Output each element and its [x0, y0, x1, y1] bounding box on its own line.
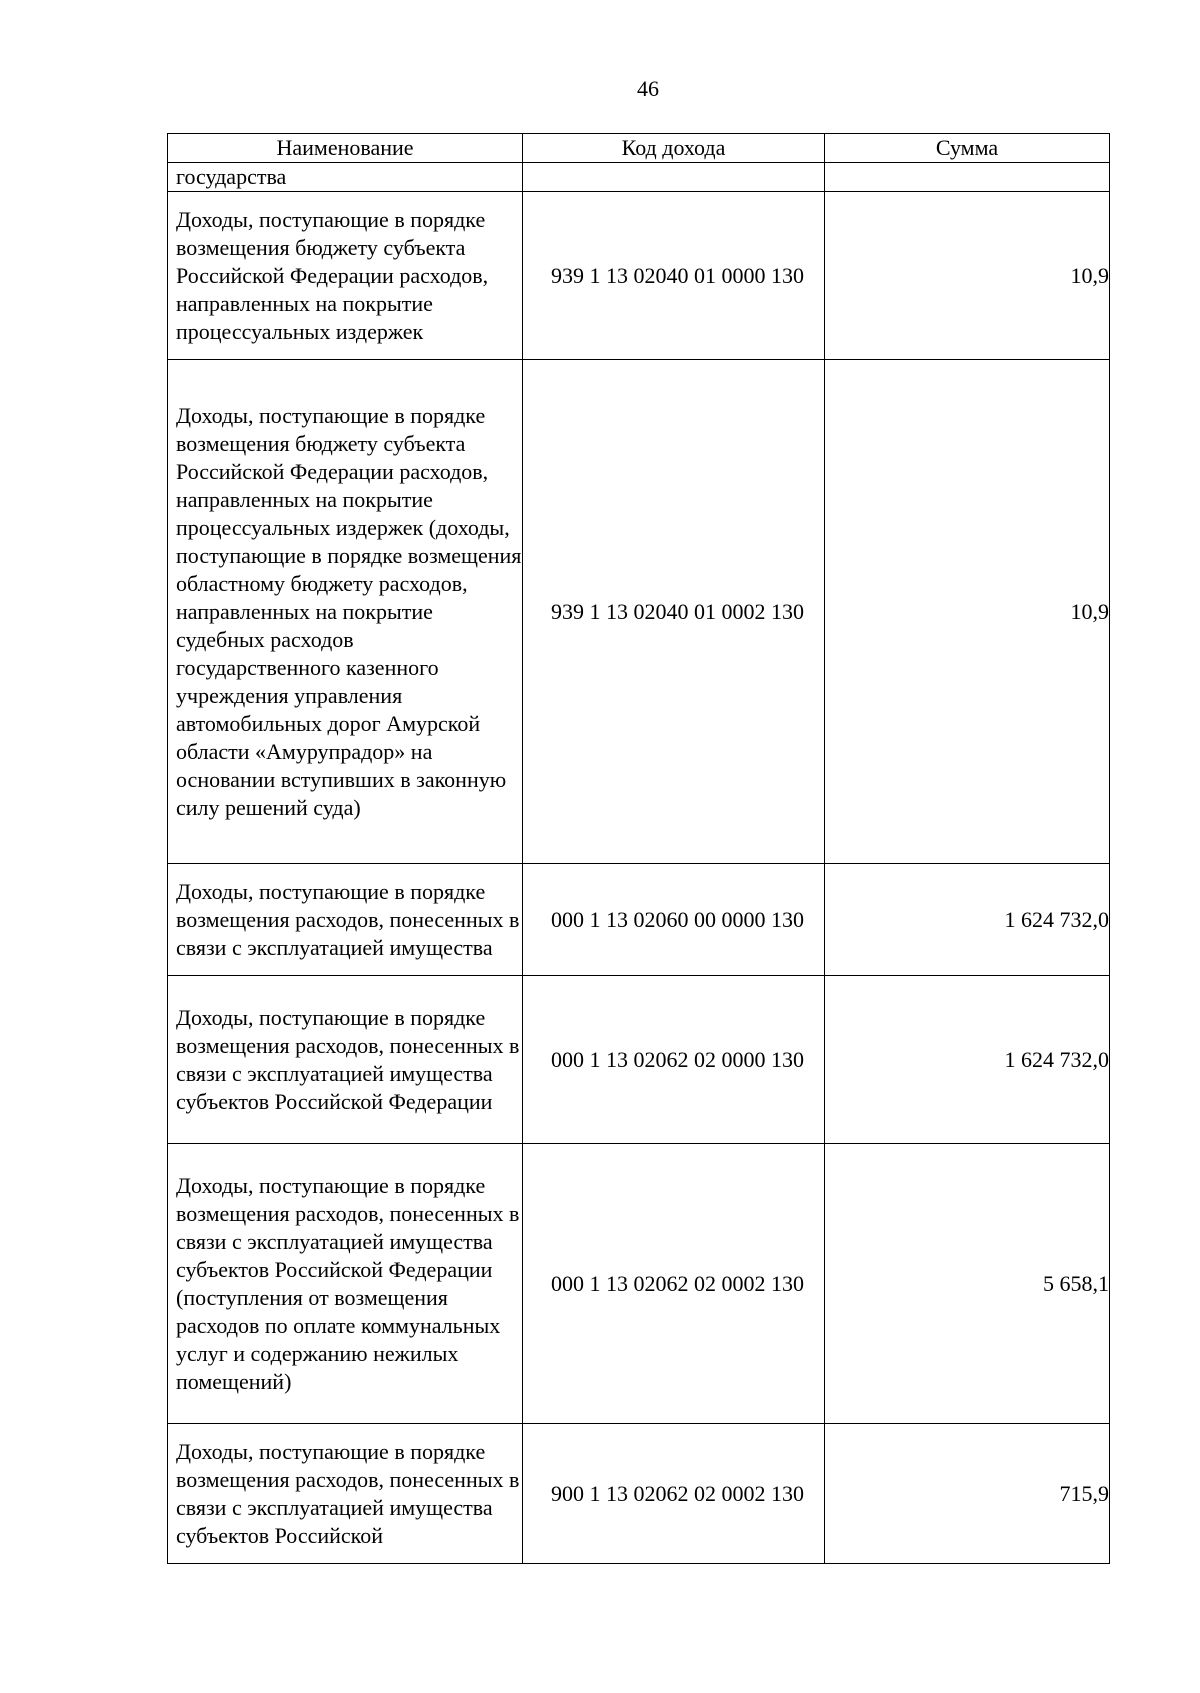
revenue-code-cell: 939 1 13 02040 01 0002 130 [523, 360, 825, 864]
column-header-code: Код дохода [523, 134, 825, 163]
revenue-name-cell: Доходы, поступающие в порядке возмещения расходов, понесенных в связи с эксплуатацией имущества субъектов Российской [168, 1424, 523, 1564]
revenue-code-cell: 000 1 13 02060 00 0000 130 [523, 864, 825, 976]
revenue-table [167, 133, 1110, 1564]
table-header-row [168, 134, 1110, 163]
table-row [168, 360, 1110, 864]
revenue-code-cell: 000 1 13 02062 02 0002 130 [523, 1144, 825, 1424]
revenue-sum-cell [825, 163, 1110, 192]
revenue-sum-cell: 1 624 732,0 [825, 976, 1110, 1144]
revenue-sum-cell: 10,9 [825, 360, 1110, 864]
table-row [168, 163, 1110, 192]
table-row [168, 976, 1110, 1144]
revenue-code-cell [523, 163, 825, 192]
table-row [168, 864, 1110, 976]
table-row [168, 1424, 1110, 1564]
revenue-sum-cell: 10,9 [825, 192, 1110, 360]
revenue-name-cell: Доходы, поступающие в порядке возмещения бюджету субъекта Российской Федерации расходов, направленных на покрытие процессуальных издержек [168, 192, 523, 360]
revenue-name-cell: государства [168, 163, 523, 192]
revenue-code-cell: 900 1 13 02062 02 0002 130 [523, 1424, 825, 1564]
revenue-sum-cell: 1 624 732,0 [825, 864, 1110, 976]
revenue-name-cell: Доходы, поступающие в порядке возмещения бюджету субъекта Российской Федерации расходов, направленных на покрытие процессуальных издержек (доходы, поступающие в порядке возмещения областному бюджету расходов, направленных на покрытие судебных расходов государственного казенного учреждения управления автомобильных дорог Амурской области «Амурупрадор» на основании вступивших в законную силу решений суда) [168, 360, 523, 864]
revenue-sum-cell: 715,9 [825, 1424, 1110, 1564]
table-row [168, 192, 1110, 360]
revenue-name-cell: Доходы, поступающие в порядке возмещения расходов, понесенных в связи с эксплуатацией имущества [168, 864, 523, 976]
revenue-name-cell: Доходы, поступающие в порядке возмещения расходов, понесенных в связи с эксплуатацией имущества субъектов Российской Федерации [168, 976, 523, 1144]
page-number: 46 [637, 76, 659, 101]
revenue-code-cell: 000 1 13 02062 02 0000 130 [523, 976, 825, 1144]
column-header-name: Наименование [168, 134, 523, 163]
table-row [168, 1144, 1110, 1424]
revenue-code-cell: 939 1 13 02040 01 0000 130 [523, 192, 825, 360]
column-header-sum: Сумма [825, 134, 1110, 163]
revenue-name-cell: Доходы, поступающие в порядке возмещения расходов, понесенных в связи с эксплуатацией имущества субъектов Российской Федерации (поступления от возмещения расходов по оплате коммунальных услуг и содержанию нежилых помещений) [168, 1144, 523, 1424]
revenue-sum-cell: 5 658,1 [825, 1144, 1110, 1424]
